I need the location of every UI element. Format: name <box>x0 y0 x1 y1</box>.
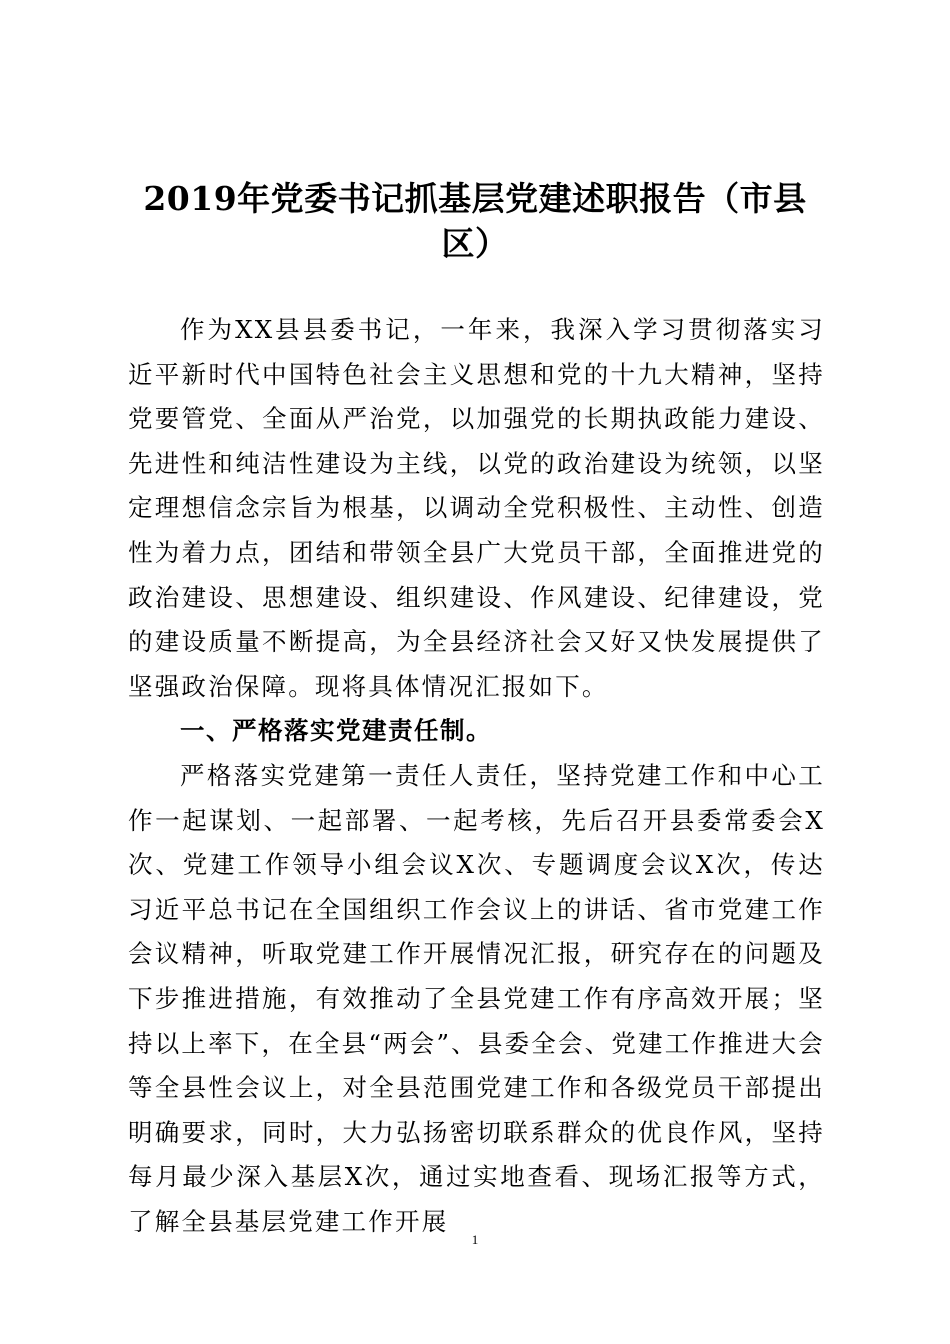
section-heading: 一、严格落实党建责任制。 <box>180 716 492 746</box>
section-paragraph: 严格落实党建第一责任人责任，坚持党建工作和中心工作一起谋划、一起部署、一起考核，先后召开县委常委会X次、党建工作领导小组会议X次、专题调度会议X次，传达习近平总书记在全国组织工作会议上的讲话、省市党建工作会议精神，听取党建工作开展情况汇报，研究存在的问题及下步推进措施，有效推动了全县党建工作有序高效开展；坚持以上率下，在全县“两会”、县委全会、党建工作推进大会等全县性会议上，对全县范围党建工作和各级党员干部提出明确要求，同时，大力弘扬密切联系群众的优良作风，坚持每月最少深入基层X次，通过实地查看、现场汇报等方式，了解全县基层党建工作开展 <box>128 760 825 1236</box>
page-number: 1 <box>471 1232 479 1247</box>
document-title: 2019年党委书记抓基层党建述职报告（市县区） <box>143 179 807 263</box>
intro-paragraph: 作为XX县县委书记，一年来，我深入学习贯彻落实习近平新时代中国特色社会主义思想和党的十九大精神，坚持党要管党、全面从严治党，以加强党的长期执政能力建设、先进性和纯洁性建设为主线，以党的政治建设为统领，以坚定理想信念宗旨为根基，以调动全党积极性、主动性、创造性为着力点，团结和带领全县广大党员干部，全面推进党的政治建设、思想建设、组织建设、作风建设、纪律建设，党的建设质量不断提高，为全县经济社会又好又快发展提供了坚强政治保障。现将具体情况汇报如下。 <box>128 315 825 701</box>
document-body <box>128 308 825 1244</box>
